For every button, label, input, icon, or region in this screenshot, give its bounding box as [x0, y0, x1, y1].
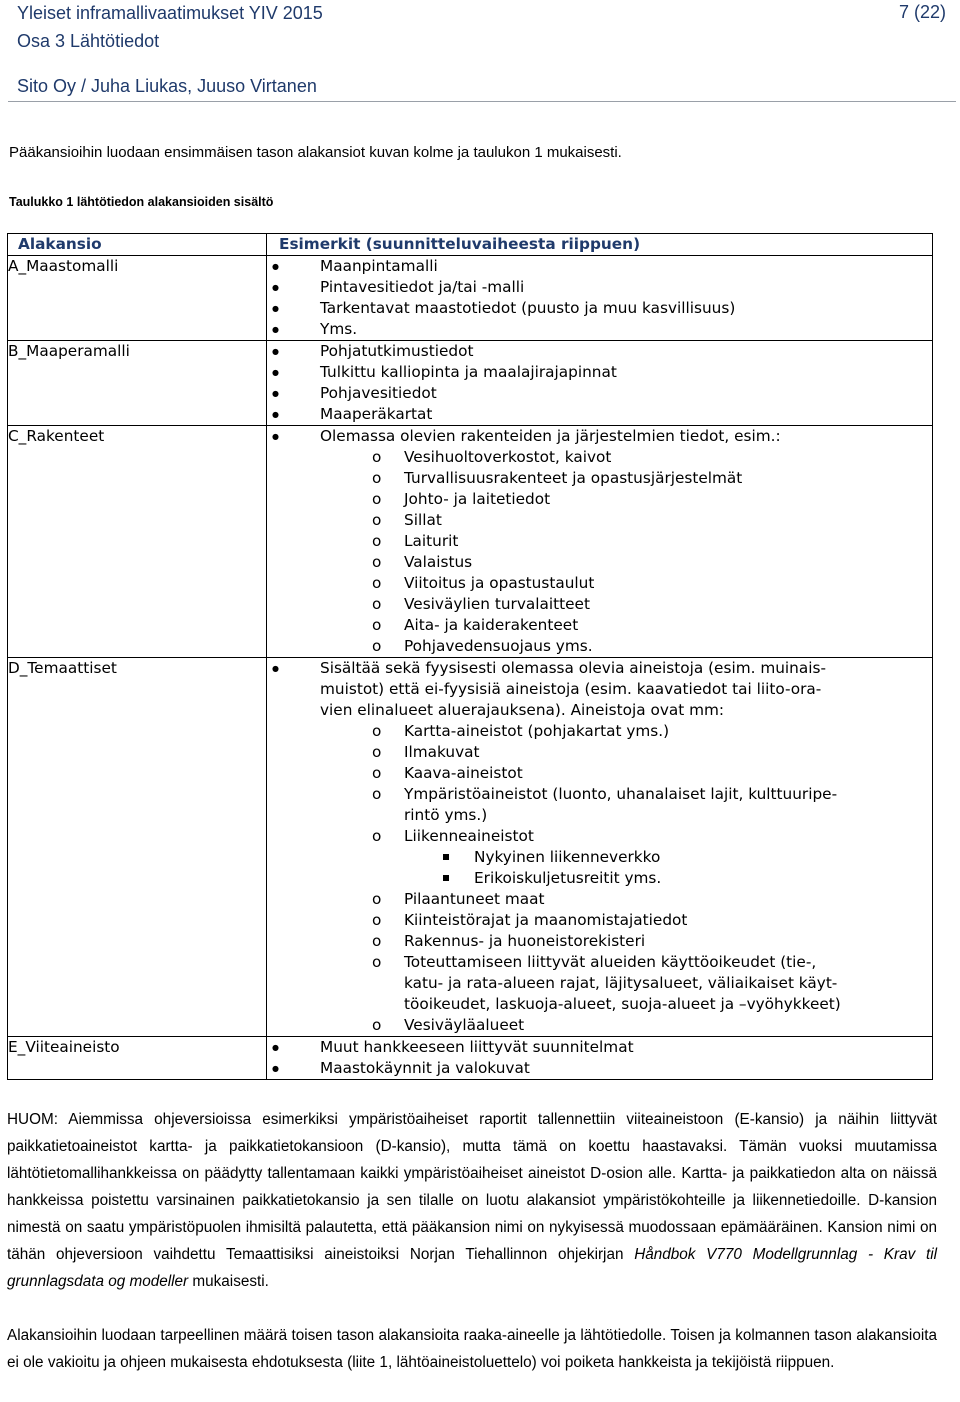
row-category: E_Viiteaineisto [8, 1037, 267, 1080]
text-line: Ympäristöaineistot (luonto, uhanalaiset lajit, kulttuuripe- [404, 785, 838, 803]
list-item: ● Pohjavesitiedot [267, 383, 932, 404]
note-tail: mukaisesti. [188, 1273, 269, 1290]
table-header-row [8, 234, 933, 256]
row-category: C_Rakenteet [8, 426, 267, 658]
row-examples [267, 426, 933, 658]
list-item: o Sillat [267, 510, 932, 531]
text-line: Toteuttamiseen liittyvät alueiden käyttöoikeudet (tie-, [404, 953, 817, 971]
book-title: Håndbok V770 Modellgrunnlag - Krav til grunnlagsdata og modeller [7, 1246, 938, 1290]
document-title: Yleiset inframallivaatimukset YIV 2015 [17, 3, 323, 23]
text-line: Sisältää sekä fyysisesti olemassa olevia aineistoja (esim. muinais- [320, 659, 826, 677]
list-item: o Johto- ja laitetiedot [267, 489, 932, 510]
list-item: o Liikenneaineistot [267, 826, 932, 847]
header-divider [8, 101, 956, 102]
list-item: o Viitoitus ja opastustaulut [267, 573, 932, 594]
closing-paragraph: Alakansioihin luodaan tarpeellinen määrä toisen tason alakansioita raaka-aineelle ja lähtötiedolle. Toisen ja kolmannen tason alakansioita ei ole vakioitu ja ohjeen mukaisesta ehdotuksesta (liite 1, lähtöaineistoluettelo) voi poiketa hankkeista ja tekijöistä riippuen. [7, 1327, 937, 1371]
list-item: ● Maastokäynnit ja valokuvat [267, 1058, 932, 1079]
list-item: o Laiturit [267, 531, 932, 552]
list-item: o Vesihuoltoverkostot, kaivot [267, 447, 932, 468]
table-row [8, 256, 933, 341]
table-row [8, 1037, 933, 1080]
row-examples [267, 658, 933, 1037]
text-line: vien elinalueet aluerajauksena). Aineistoja ovat mm: [320, 701, 725, 719]
subfolder-table [7, 233, 933, 1080]
list-item: o Ilmakuvat [267, 742, 932, 763]
table-row [8, 426, 933, 658]
text-line: töoikeudet, laskuoja-alueet, suoja-alueet ja –vyöhykkeet) [404, 995, 841, 1013]
list-item: o Vesiväylien turvalaitteet [267, 594, 932, 615]
list-item: ● Muut hankkeeseen liittyvät suunnitelmat [267, 1037, 932, 1058]
table-caption: Taulukko 1 lähtötiedon alakansioiden sisältö [9, 195, 274, 209]
intro-paragraph: Pääkansioihin luodaan ensimmäisen tason alakansiot kuvan kolme ja taulukon 1 mukaisesti. [9, 144, 622, 161]
note-paragraph [7, 1106, 937, 1295]
list-item: ● Maanpintamalli [267, 256, 932, 277]
row-examples [267, 1037, 933, 1080]
row-category: A_Maastomalli [8, 256, 267, 341]
table-row [8, 341, 933, 426]
list-item [267, 784, 932, 826]
list-item: Nykyinen liikenneverkko [267, 847, 932, 868]
list-item: o Turvallisuusrakenteet ja opastusjärjestelmät [267, 468, 932, 489]
list-item: o Valaistus [267, 552, 932, 573]
list-item: o Kiinteistörajat ja maanomistajatiedot [267, 910, 932, 931]
list-item: o Pohjavedensuojaus yms. [267, 636, 932, 657]
list-item: o Kaava-aineistot [267, 763, 932, 784]
table-row [8, 658, 933, 1037]
list-item: o Kartta-aineistot (pohjakartat yms.) [267, 721, 932, 742]
row-category: B_Maaperamalli [8, 341, 267, 426]
page-number: 7 (22) [898, 2, 946, 22]
list-item: ● Yms. [267, 319, 932, 340]
row-category: D_Temaattiset [8, 658, 267, 1037]
col-header-examples: Esimerkit (suunnitteluvaiheesta riippuen) [267, 234, 933, 256]
note-text: HUOM: Aiemmissa ohjeversioissa esimerkiksi ympäristöaiheiset raportit tallennettiin viiteaineistoon (E-kansio) ja näihin liittyvät paikkatietoaineistot kartta- ja paikkatietokansioon (D-kansio), mutta tämä on koettu haastavaksi. Tämän vuoksi muutamissa lähtötietomallihankkeissa on päädytty tallentamaan kaikki ympäristöaiheiset aineistot D-osion alle. Kartta- ja paikkatiedon alta on näissä hankkeissa poistettu varsinainen paikkatietokansio ja sen tilalle on luotu alakansiot ympäristökohteille ja liikennetiedoille. D-kansion nimestä on saatu ympäristöpuolen ihmisiltä palautetta, että pääkansion nimi on nykyisessä muodossaan epämääräinen. Kansion nimi on tähän ohjeversioon vaihdettu Temaattisiksi aineistoiksi Norjan Tiehallinnon ohjekirjan [7, 1111, 937, 1263]
list-item: o Pilaantuneet maat [267, 889, 932, 910]
list-item: ● Olemassa olevien rakenteiden ja järjestelmien tiedot, esim.: [267, 426, 932, 447]
authors: Sito Oy / Juha Liukas, Juuso Virtanen [17, 76, 317, 96]
list-item: o Vesiväyläalueet [267, 1015, 932, 1036]
list-item: Erikoiskuljetusreitit yms. [267, 868, 932, 889]
list-item: o Rakennus- ja huoneistorekisteri [267, 931, 932, 952]
row-examples [267, 341, 933, 426]
list-item: ● Pohjatutkimustiedot [267, 341, 932, 362]
list-item: ● Tulkittu kalliopinta ja maalajirajapinnat [267, 362, 932, 383]
list-item: ● Pintavesitiedot ja/tai -malli [267, 277, 932, 298]
row-examples [267, 256, 933, 341]
text-line: muistot) että ei-fyysisiä aineistoja (esim. kaavatiedot tai liito-ora- [320, 680, 822, 698]
col-header-subfolder: Alakansio [8, 234, 267, 256]
list-item: o Aita- ja kaiderakenteet [267, 615, 932, 636]
section-title: Osa 3 Lähtötiedot [17, 31, 160, 51]
text-line: katu- ja rata-alueen rajat, läjitysalueet, väliaikaiset käyt- [404, 974, 838, 992]
text-line: rintö yms.) [404, 806, 488, 824]
list-item: ● Maaperäkartat [267, 404, 932, 425]
list-item [267, 952, 932, 1015]
list-item [267, 658, 932, 721]
list-item: ● Tarkentavat maastotiedot (puusto ja muu kasvillisuus) [267, 298, 932, 319]
